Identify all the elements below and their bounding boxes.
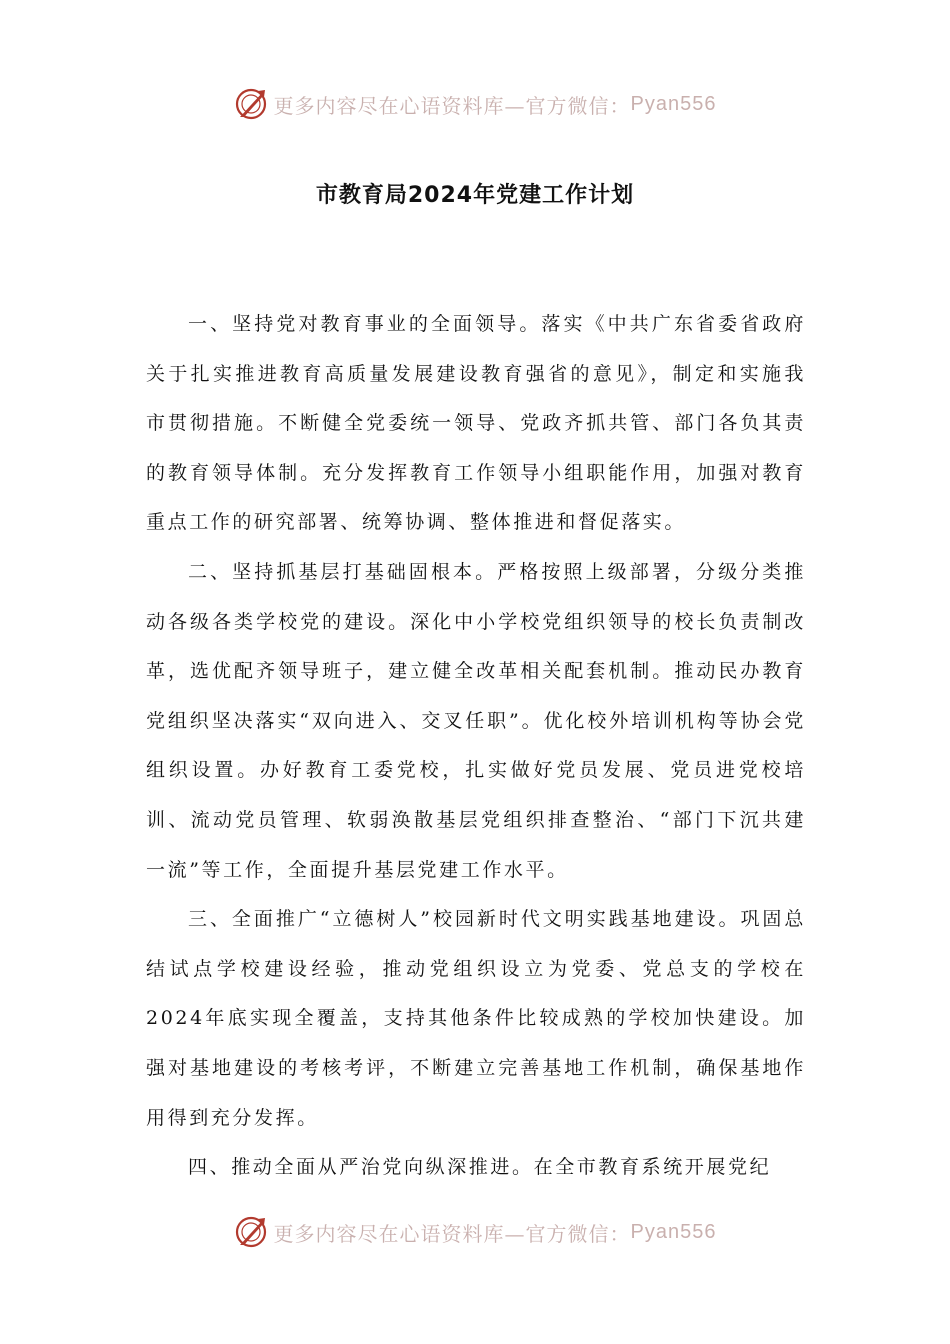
quill-seal-icon [234, 87, 268, 121]
banner-wechat-id: Pyan556 [630, 1220, 717, 1243]
quill-seal-icon [234, 1215, 268, 1249]
document-body [146, 300, 806, 1193]
footer-watermark-banner [0, 1212, 950, 1252]
paragraph-1: 一、坚持党对教育事业的全面领导。落实《中共广东省委省政府关于扎实推进教育高质量发展建设教育强省的意见》，制定和实施我市贯彻措施。不断健全党委统一领导、党政齐抓共管、部门各负其责的教育领导体制。充分发挥教育工作领导小组职能作用，加强对教育重点工作的研究部署、统筹协调、整体推进和督促落实。 [146, 313, 806, 534]
paragraph-4: 四、推动全面从严治党向纵深推进。在全市教育系统开展党纪 [188, 1156, 772, 1179]
header-watermark-banner [0, 84, 950, 124]
paragraph-2: 二、坚持抓基层打基础固根本。严格按照上级部署，分级分类推动各级各类学校党的建设。深化中小学校党组织领导的校长负责制改革，选优配齐领导班子，建立健全改革相关配套机制。推动民办教育党组织坚决落实“双向进入、交叉任职”。优化校外培训机构等协会党组织设置。办好教育工委党校，扎实做好党员发展、党员进党校培训、流动党员管理、软弱涣散基层党组织排查整治、“部门下沉共建一流”等工作，全面提升基层党建工作水平。 [146, 560, 806, 881]
banner-text: 更多内容尽在心语资料库—官方微信： [273, 1221, 631, 1246]
paragraph-3: 三、全面推广“立德树人”校园新时代文明实践基地建设。巩固总结试点学校建设经验，推动党组织设立为党委、党总支的学校在2024年底实现全覆盖，支持其他条件比较成熟的学校加快建设。加强对基地建设的考核考评，不断建立完善基地工作机制，确保基地作用得到充分发挥。 [146, 908, 806, 1129]
banner-text: 更多内容尽在心语资料库—官方微信： [273, 93, 631, 118]
banner-wechat-id: Pyan556 [630, 92, 717, 115]
page-title: 市教育局2024年党建工作计划 [315, 183, 635, 208]
